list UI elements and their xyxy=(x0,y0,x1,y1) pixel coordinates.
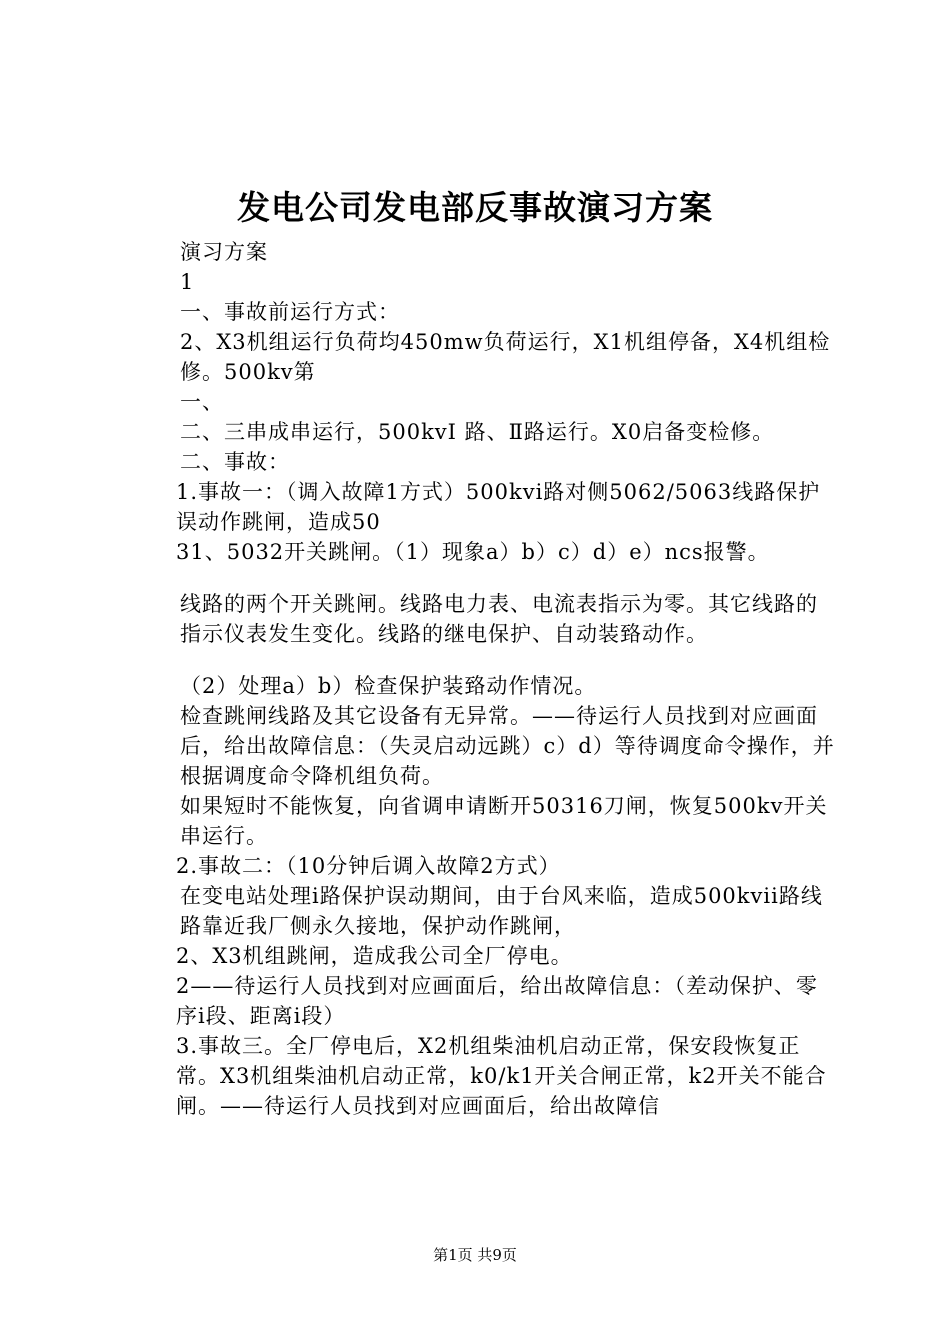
paragraph: 二、事故： xyxy=(180,450,290,474)
paragraph: 演习方案 xyxy=(180,240,268,264)
paragraph: 一、事故前运行方式： xyxy=(180,300,400,324)
paragraph: （2）处理a）b）检查保护装臵动作情况。 xyxy=(180,674,597,698)
paragraph-spacer xyxy=(128,649,838,671)
document-title: 发电公司发电部反事故演习方案 xyxy=(237,188,713,227)
paragraph: 检查跳闸线路及其它设备有无异常。——待运行人员找到对应画面后，给出故障信息：（失灵启动远跳）c）d）等待调度命令操作，并根据调度命令降机组负荷。 xyxy=(180,704,835,788)
paragraph: 线路的两个开关跳闸。线路电力表、电流表指示为零。其它线路的指示仪表发生变化。线路的继电保护、自动装臵动作。 xyxy=(180,592,818,646)
paragraph: 二、三串成串运行，500kvⅠ 路、Ⅱ路运行。X0启备变检修。 xyxy=(180,420,775,444)
paragraph: 3.事故三。全厂停电后，X2机组柴油机启动正常，保安段恢复正常。X3机组柴油机启动正常，k0/k1开关合闸正常，k2开关不能合闸。——待运行人员找到对应画面后，给出故障信 xyxy=(176,1034,827,1118)
page-footer: 第1页 共9页 xyxy=(433,1246,517,1264)
paragraph: 如果短时不能恢复，向省调申请断开50316刀闸，恢复500kv开关串运行。 xyxy=(180,794,828,848)
paragraph: 1 xyxy=(180,270,195,294)
paragraph: 2.事故二：（10分钟后调入故障2方式） xyxy=(176,854,561,878)
paragraph-spacer xyxy=(128,567,838,589)
paragraph: 一、 xyxy=(180,390,224,414)
paragraph: 1.事故一：（调入故障1方式）500kvi路对侧5062/5063线路保护误动作跳闸，造成50 xyxy=(176,480,821,534)
paragraph: 2、X3机组运行负荷均450mw负荷运行，X1机组停备，X4机组检修。500kv第 xyxy=(180,330,831,384)
paragraph: 2——待运行人员找到对应画面后，给出故障信息：（差动保护、零序i段、距离i段） xyxy=(176,974,818,1028)
document-body xyxy=(128,237,838,1121)
paragraph: 31、5032开关跳闸。（1）现象a）b）c）d）e）ncs报警。 xyxy=(176,540,770,564)
paragraph: 在变电站处理i路保护误动期间，由于台风来临，造成500kvii路线路靠近我厂侧永久接地，保护动作跳闸， xyxy=(180,884,823,938)
paragraph: 2、X3机组跳闸，造成我公司全厂停电。 xyxy=(176,944,573,968)
